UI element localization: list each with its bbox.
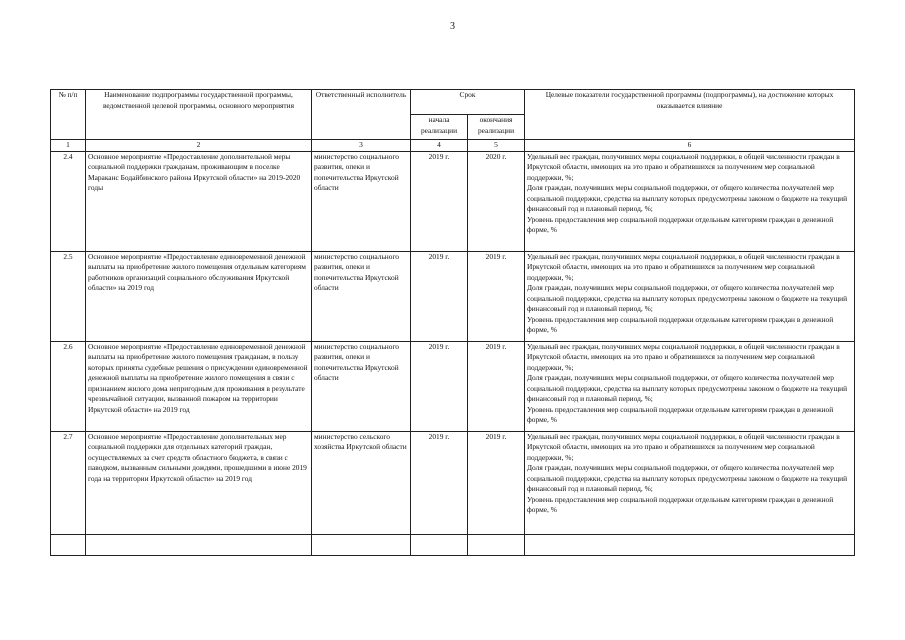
row-start: 2019 г. [411, 341, 468, 431]
row-name: Основное мероприятие «Предоставление дополнительных мер социальной поддержки для отдельных категорий граждан, осуществляемых за счет средств областного бюджета, в связи с паводком, вызванным сильными дождями, прошедшими в июне 2019 года на территории Иркутской области» на 2019 год [86, 431, 312, 534]
row-executor: министерство сельского хозяйства Иркутской области [312, 431, 411, 534]
row-executor: министерство социального развития, опеки и попечительства Иркутской области [312, 251, 411, 341]
header-start: начала реализации [411, 115, 468, 140]
row-number: 2.4 [51, 151, 86, 251]
row-indicators [525, 151, 855, 251]
indicator-text: Доля граждан, получивших меры социальной поддержки, от общего количества получателей мер социальной поддержки, средства на выплату которых предусмотрены законом о бюджете на текущий финансовый год и плановый период, %; [527, 463, 848, 493]
table-row [51, 151, 855, 251]
row-end: 2019 г. [468, 431, 525, 534]
page-number: 3 [450, 21, 455, 32]
row-start: 2019 г. [411, 251, 468, 341]
empty-cell [312, 534, 411, 555]
indicator-text: Уровень предоставления мер социальной поддержки отдельным категориям граждан в денежной форме, % [527, 404, 834, 424]
indicator-text: Удельный вес граждан, получивших меры социальной поддержки, в общей численности граждан в Иркутской области, имеющих на это право и обратившихся за получением мер социальной поддержки, %; [527, 251, 840, 282]
row-executor: министерство социального развития, опеки и попечительства Иркутской области [312, 151, 411, 251]
header-num: № п/п [51, 90, 86, 140]
empty-cell [86, 534, 312, 555]
empty-cell [468, 534, 525, 555]
row-number: 2.7 [51, 431, 86, 534]
header-executor: Ответственный исполнитель [312, 90, 411, 140]
table-header-row [51, 90, 855, 115]
empty-cell [51, 534, 86, 555]
program-table [50, 89, 855, 556]
row-executor: министерство социального развития, опеки и попечительства Иркутской области [312, 341, 411, 431]
indicator-text: Доля граждан, получивших меры социальной поддержки, от общего количества получателей мер социальной поддержки, средства на выплату которых предусмотрены законом о бюджете на текущий финансовый год и плановый период, %; [527, 373, 848, 403]
row-end: 2019 г. [468, 341, 525, 431]
header-term: Срок [411, 90, 525, 115]
row-name: Основное мероприятие «Предоставление дополнительной меры социальной поддержки гражданам, проживающим в поселке Мараканс Бодайбинского района Иркутской области» на 2019-2020 годы [86, 151, 312, 251]
column-number: 4 [411, 140, 468, 152]
table-row [51, 251, 855, 341]
header-name: Наименование подпрограммы государственной программы, ведомственной целевой программы, основного мероприятия [86, 90, 312, 140]
column-number: 2 [86, 140, 312, 152]
empty-cell [525, 534, 855, 555]
column-number: 3 [312, 140, 411, 152]
header-end: окончания реализации [468, 115, 525, 140]
indicator-text: Удельный вес граждан, получивших меры социальной поддержки, в общей численности граждан в Иркутской области, имеющих на это право и обратившихся за получением мер социальной поддержки, %; [527, 341, 840, 372]
row-name: Основное мероприятие «Предоставление единовременной денежной выплаты на приобретение жилого помещения отдельным категориям работников организаций социального обслуживания Иркутской области» на 2019 год [86, 251, 312, 341]
indicator-text: Уровень предоставления мер социальной поддержки отдельным категориям граждан в денежной форме, % [527, 494, 834, 514]
row-number: 2.6 [51, 341, 86, 431]
column-number: 5 [468, 140, 525, 152]
table-row-empty [51, 534, 855, 555]
row-name: Основное мероприятие «Предоставление единовременной денежной выплаты на приобретение жилого помещения гражданам, в пользу которых приняты судебные решения о присуждении единовременной денежной выплаты на приобретение жилого помещения в связи с признанием жилого дома непригодным для проживания в результате чрезвычайной ситуации, вызванной пожаром на территории Иркутской области» на 2019 год [86, 341, 312, 431]
row-start: 2019 г. [411, 151, 468, 251]
column-number-row [51, 140, 855, 152]
indicator-text: Удельный вес граждан, получивших меры социальной поддержки, в общей численности граждан в Иркутской области, имеющих на это право и обратившихся за получением мер социальной поддержки, %; [527, 151, 840, 182]
column-number: 1 [51, 140, 86, 152]
column-number: 6 [525, 140, 855, 152]
header-indicators: Целевые показатели государственной программы (подпрограммы), на достижение которых оказывается влияние [525, 90, 855, 140]
empty-cell [411, 534, 468, 555]
indicator-text: Доля граждан, получивших меры социальной поддержки, от общего количества получателей мер социальной поддержки, средства на выплату которых предусмотрены законом о бюджете на текущий финансовый год и плановый период, %; [527, 183, 848, 213]
row-end: 2020 г. [468, 151, 525, 251]
indicator-text: Удельный вес граждан, получивших меры социальной поддержки, в общей численности граждан в Иркутской области, имеющих на это право и обратившихся за получением мер социальной поддержки, %; [527, 431, 840, 462]
indicator-text: Уровень предоставления мер социальной поддержки отдельным категориям граждан в денежной форме, % [527, 314, 834, 334]
row-number: 2.5 [51, 251, 86, 341]
table-row [51, 431, 855, 534]
row-indicators [525, 431, 855, 534]
indicator-text: Уровень предоставления мер социальной поддержки отдельным категориям граждан в денежной форме, % [527, 214, 834, 234]
row-end: 2019 г. [468, 251, 525, 341]
row-indicators [525, 341, 855, 431]
table-row [51, 341, 855, 431]
row-start: 2019 г. [411, 431, 468, 534]
indicator-text: Доля граждан, получивших меры социальной поддержки, от общего количества получателей мер социальной поддержки, средства на выплату которых предусмотрены законом о бюджете на текущий финансовый год и плановый период, %; [527, 283, 848, 313]
row-indicators [525, 251, 855, 341]
